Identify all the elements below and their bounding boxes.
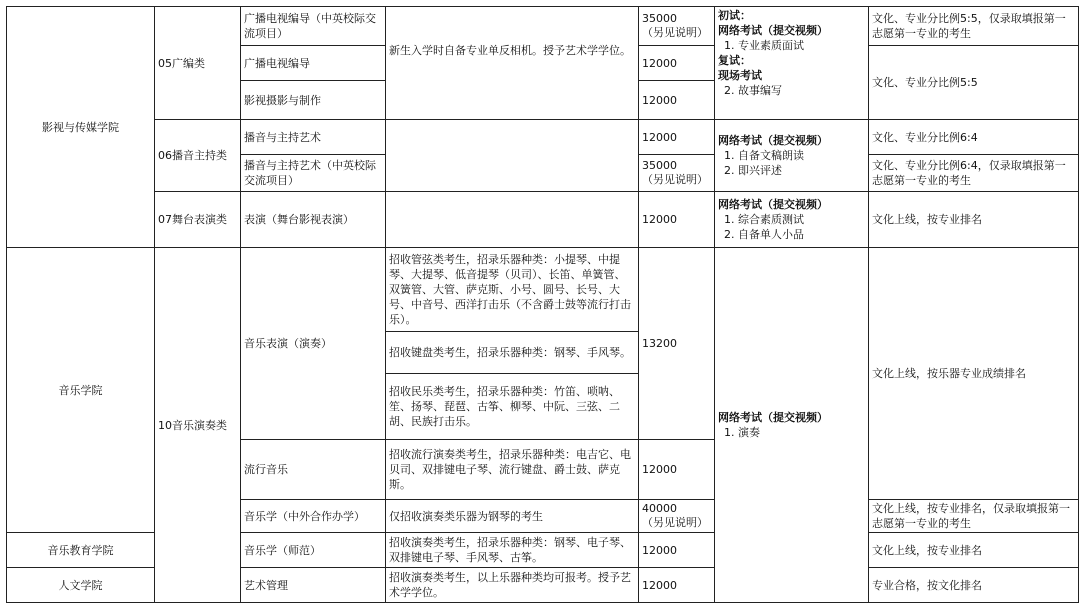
major-cell: 广播电视编导（中英校际交流项目）	[241, 7, 386, 46]
note-cell: 招收演奏类考生，招录乐器种类：钢琴、电子琴、双排键电子琴、手风琴、古筝。	[386, 533, 639, 568]
major-cell: 广播电视编导	[241, 46, 386, 81]
fee-note: （另见说明）	[642, 516, 708, 529]
exam-label: 网络考试（提交视频）	[718, 411, 828, 424]
table-row	[7, 192, 1079, 248]
table-row	[7, 248, 1079, 332]
note-cell: 招收流行演奏类考生，招录乐器种类：电吉它、电贝司、双排键电子琴、流行键盘、爵士鼓、萨克斯。	[386, 440, 639, 500]
category-cell: 06播音主持类	[155, 120, 241, 192]
major-cell: 音乐表演（演奏）	[241, 248, 386, 440]
category-cell: 10音乐演奏类	[155, 248, 241, 603]
exam-item: 2. 故事编写	[724, 84, 782, 97]
major-cell: 音乐学（师范）	[241, 533, 386, 568]
admission-table	[6, 6, 1079, 603]
exam-item: 1. 演奏	[724, 426, 760, 439]
fee-cell: 12000	[639, 568, 715, 603]
exam-item: 2. 自备单人小品	[724, 228, 804, 241]
note-cell	[386, 120, 639, 192]
exam-item: 2. 即兴评述	[724, 164, 782, 177]
major-cell: 表演（舞台影视表演）	[241, 192, 386, 248]
note-cell	[386, 192, 639, 248]
exam-cell	[715, 120, 869, 192]
major-cell: 艺术管理	[241, 568, 386, 603]
admit-cell: 文化、专业分比例6:4	[869, 120, 1079, 155]
fee-note: （另见说明）	[642, 26, 708, 39]
exam-cell	[715, 192, 869, 248]
note-cell: 招收演奏类考生，以上乐器种类均可报考。授予艺术学学位。	[386, 568, 639, 603]
fee-cell: 12000	[639, 440, 715, 500]
major-cell: 音乐学（中外合作办学）	[241, 500, 386, 533]
major-cell: 播音与主持艺术（中英校际交流项目）	[241, 155, 386, 192]
exam-label: 初试：	[718, 9, 751, 22]
note-cell: 招收管弦类考生，招录乐器种类：小提琴、中提琴、大提琴、低音提琴（贝司）、长笛、单簧管、双簧管、大管、萨克斯、小号、圆号、长号、大号、中音号、西洋打击乐（不含爵士鼓等流行打击乐）。	[386, 248, 639, 332]
table-row	[7, 7, 1079, 46]
note-cell: 新生入学时自备专业单反相机。授予艺术学学位。	[386, 7, 639, 120]
category-cell: 07舞台表演类	[155, 192, 241, 248]
exam-label: 复试：	[718, 54, 751, 67]
table-row	[7, 120, 1079, 155]
admit-cell: 文化上线，按专业排名，仅录取填报第一志愿第一专业的考生	[869, 500, 1079, 533]
fee-cell: 12000	[639, 533, 715, 568]
exam-item: 1. 自备文稿朗读	[724, 149, 804, 162]
exam-label: 网络考试（提交视频）	[718, 198, 828, 211]
major-cell: 播音与主持艺术	[241, 120, 386, 155]
exam-item: 1. 综合素质测试	[724, 213, 804, 226]
exam-cell	[715, 248, 869, 603]
fee-value: 40000	[642, 502, 677, 515]
admit-cell: 文化、专业分比例5:5	[869, 46, 1079, 120]
admit-cell: 文化上线，按专业排名	[869, 192, 1079, 248]
fee-note: （另见说明）	[642, 173, 708, 186]
college-cell: 影视与传媒学院	[7, 7, 155, 248]
exam-item: 1. 专业素质面试	[724, 39, 804, 52]
note-cell: 仅招收演奏类乐器为钢琴的考生	[386, 500, 639, 533]
fee-cell: 13200	[639, 248, 715, 440]
fee-cell	[639, 155, 715, 192]
note-cell: 招收民乐类考生，招录乐器种类：竹笛、唢呐、笙、扬琴、琵琶、古筝、柳琴、中阮、三弦、二胡、民族打击乐。	[386, 374, 639, 440]
college-cell: 音乐教育学院	[7, 533, 155, 568]
fee-cell	[639, 7, 715, 46]
fee-cell	[639, 500, 715, 533]
exam-cell	[715, 7, 869, 120]
college-cell: 人文学院	[7, 568, 155, 603]
fee-value: 35000	[642, 159, 677, 172]
fee-cell: 12000	[639, 120, 715, 155]
fee-cell: 12000	[639, 81, 715, 120]
note-cell: 招收键盘类考生，招录乐器种类：钢琴、手风琴。	[386, 332, 639, 374]
college-cell: 音乐学院	[7, 248, 155, 533]
exam-label: 网络考试（提交视频）	[718, 24, 828, 37]
fee-cell: 12000	[639, 46, 715, 81]
fee-value: 35000	[642, 12, 677, 25]
fee-cell: 12000	[639, 192, 715, 248]
admit-cell: 文化、专业分比例6:4，仅录取填报第一志愿第一专业的考生	[869, 155, 1079, 192]
admit-cell: 文化上线，按乐器专业成绩排名	[869, 248, 1079, 500]
admit-cell: 文化、专业分比例5:5，仅录取填报第一志愿第一专业的考生	[869, 7, 1079, 46]
admit-cell: 文化上线，按专业排名	[869, 533, 1079, 568]
exam-label: 网络考试（提交视频）	[718, 134, 828, 147]
major-cell: 影视摄影与制作	[241, 81, 386, 120]
major-cell: 流行音乐	[241, 440, 386, 500]
exam-label: 现场考试	[718, 69, 762, 82]
category-cell: 05广编类	[155, 7, 241, 120]
admit-cell: 专业合格，按文化排名	[869, 568, 1079, 603]
